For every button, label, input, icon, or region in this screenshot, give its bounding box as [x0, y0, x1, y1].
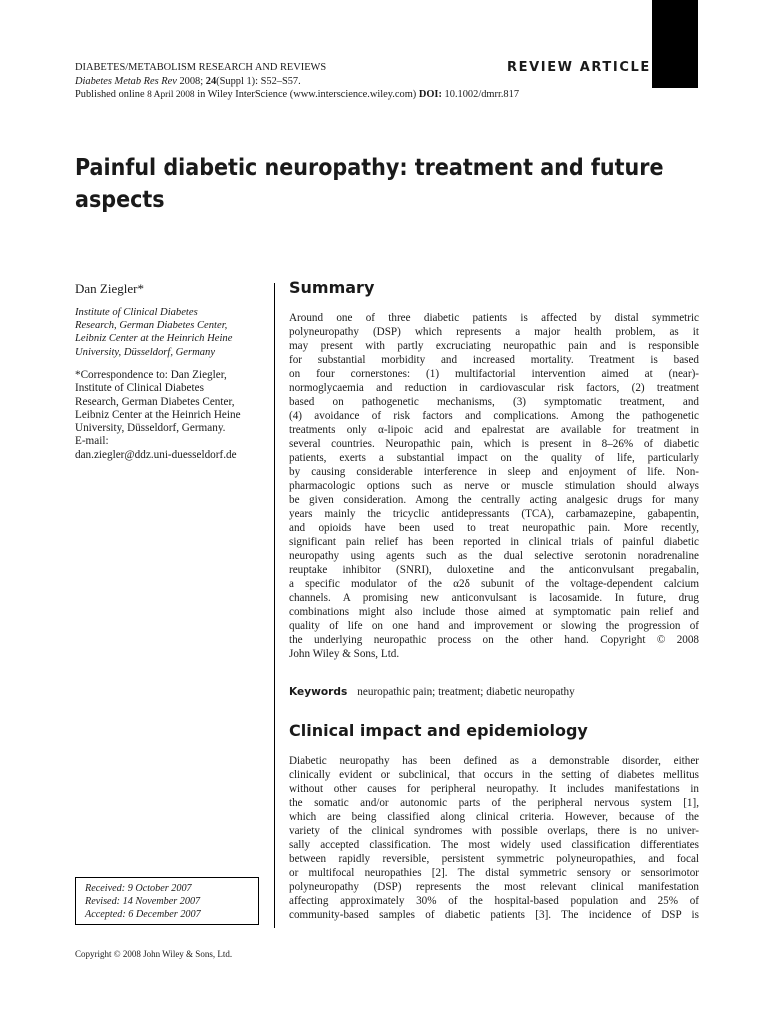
summary-line: channels. A promising new anticonvulsant is lacosamide. In future, drug [289, 592, 699, 604]
citation-year: 2008; [179, 75, 204, 87]
summary-line: (4) avoidance of risk factors and complications. Among the pathogenetic [289, 410, 699, 422]
clinical-line: community-based samples of diabetic patients [3]. The incidence of DSP is [289, 909, 699, 921]
summary-line: based on pathogenetic mechanisms, (3) symptomatic treatment, and [289, 396, 699, 408]
affiliation-line: Leibniz Center at the Heinrich Heine [75, 333, 233, 345]
article-type: REVIEW ARTICLE [507, 60, 651, 75]
summary-line: normoglycaemia and reduction in cardiovascular risk factors, (2) treatment [289, 382, 699, 394]
article-title: Painful diabetic neuropathy: treatment and future aspects [75, 155, 664, 213]
summary-line: for substantial morbidity and increased mortality. Treatment is based [289, 354, 699, 366]
published-line [75, 88, 519, 103]
correspondence-line: Institute of Clinical Diabetes [75, 382, 204, 395]
published-prefix: Published online [75, 89, 145, 100]
summary-line: by causing considerable interference in sleep and enjoyment of life. Non- [289, 466, 699, 478]
summary-line: polyneuropathy (DSP) which represents a major health problem, as it [289, 326, 699, 338]
summary-heading: Summary [289, 278, 375, 297]
summary-line: combinations might also include those aimed at symptomatic pain relief and [289, 606, 699, 618]
author-affiliation [75, 306, 265, 359]
black-corner-tab [652, 0, 698, 88]
clinical-heading: Clinical impact and epidemiology [289, 721, 588, 740]
clinical-line: the somatic and/or autonomic parts of the peripheral nervous system [1], [289, 797, 699, 809]
published-date: 8 April 2008 [147, 90, 195, 100]
summary-line: a specific modulator of the α2δ subunit of the voltage-dependent calcium [289, 578, 699, 590]
received-date: Received: 9 October 2007 [85, 883, 192, 894]
affiliation-line: University, Düsseldorf, Germany [75, 346, 216, 358]
clinical-line: without other causes for peripheral neuropathy. It includes manifestations in [289, 783, 699, 795]
correspondence-line: *Correspondence to: Dan Ziegler, [75, 369, 227, 381]
journal-header [75, 61, 519, 103]
summary-line: and opioids have been used to treat neuropathic pain. More recently, [289, 522, 699, 534]
summary-line: pharmacologic options such as nerve or muscle stimulation should always [289, 480, 699, 492]
summary-line: on four cornerstones: (1) multifactorial intervention aimed at (near)- [289, 368, 699, 380]
published-suffix: in Wiley InterScience (www.interscience.wiley.com) [197, 89, 417, 100]
copyright-notice: Copyright © 2008 John Wiley & Sons, Ltd. [75, 949, 233, 959]
clinical-text [289, 754, 699, 922]
citation-pages: (Suppl 1): S52–S57. [216, 75, 301, 87]
affiliation-line: Institute of Clinical Diabetes [75, 307, 198, 318]
summary-text [289, 311, 699, 661]
dates-box [75, 877, 259, 925]
summary-line: years mainly the tricyclic antidepressants (TCA), carbamazepine, gabapentin, [289, 508, 699, 520]
clinical-line: clinically evident or subclinical, that occurs in the setting of diabetes mellitus [289, 769, 699, 781]
accepted-date: Accepted: 6 December 2007 [85, 909, 201, 920]
clinical-line: variety of the clinical syndromes with possible overlaps, there is no univer- [289, 825, 699, 837]
author-name: Dan Ziegler* [75, 281, 144, 296]
summary-line: significant pain relief has been reported in clinical trials of painful diabetic [289, 536, 699, 548]
doi-label: DOI: [418, 89, 442, 100]
clinical-line: sally accepted classification. The most widely used classification differentiates [289, 839, 699, 851]
summary-line: the underlying neuropathic process on the other hand. Copyright © 2008 [289, 634, 699, 646]
clinical-line: or multifocal neuropathies [2]. The distal symmetric sensory or sensorimotor [289, 867, 699, 879]
summary-line: patients, exerts a substantial impact on the quality of life, particularly [289, 452, 699, 464]
keywords [289, 686, 575, 698]
clinical-line: polyneuropathy (DSP) represents the most relevant clinical manifestation [289, 881, 699, 893]
citation-line [75, 75, 519, 89]
citation-journal: Diabetes Metab Res Rev [75, 75, 177, 87]
summary-line: reuptake inhibitor (SNRI), duloxetine and the anticonvulsant pregabalin, [289, 564, 699, 576]
correspondence-line: E-mail: [75, 435, 109, 448]
correspondence [75, 369, 270, 462]
clinical-line: between rapidly reversible, persistent symmetric polyneuropathies, and focal [289, 853, 699, 865]
summary-line: may present with partly excruciating neuropathic pain and is responsible [289, 340, 699, 352]
summary-line: several countries. Neuropathic pain, which is present in 8–26% of diabetic [289, 438, 699, 450]
summary-line: quality of life on one hand and improvement or slowing the progression of [289, 620, 699, 632]
summary-line: John Wiley & Sons, Ltd. [289, 648, 400, 660]
keywords-label: Keywords [289, 686, 348, 698]
journal-name: DIABETES/METABOLISM RESEARCH AND REVIEWS [75, 62, 327, 73]
correspondence-line: Research, German Diabetes Center, [75, 395, 235, 408]
doi-value: 10.1002/dmrr.817 [444, 89, 520, 100]
summary-line: treatments only α-lipoic acid and epalrestat are available for treatment in [289, 424, 699, 436]
email-link[interactable]: dan.ziegler@ddz.uni-duesseldorf.de [75, 448, 237, 461]
clinical-line: affecting approximately 30% of the hospital-based population and 25% of [289, 895, 699, 907]
column-divider [274, 283, 275, 928]
correspondence-line: University, Düsseldorf, Germany. [75, 422, 226, 435]
revised-date: Revised: 14 November 2007 [85, 896, 201, 907]
correspondence-line: Leibniz Center at the Heinrich Heine [75, 408, 241, 421]
clinical-line: Diabetic neuropathy has been defined as a demonstrable disorder, either [289, 755, 699, 767]
summary-line: be given consideration. Among the centrally acting analgesic drugs for many [289, 494, 699, 506]
citation-volume: 24 [205, 75, 217, 87]
clinical-line: which are being classified along clinical criteria. However, because of the [289, 811, 699, 823]
affiliation-line: Research, German Diabetes Center, [75, 320, 228, 332]
keywords-value: neuropathic pain; treatment; diabetic neuropathy [357, 686, 575, 698]
summary-line: neuropathy using agents such as the dual selective serotonin noradrenaline [289, 550, 699, 562]
summary-line: Around one of three diabetic patients is affected by distal symmetric [289, 312, 699, 324]
